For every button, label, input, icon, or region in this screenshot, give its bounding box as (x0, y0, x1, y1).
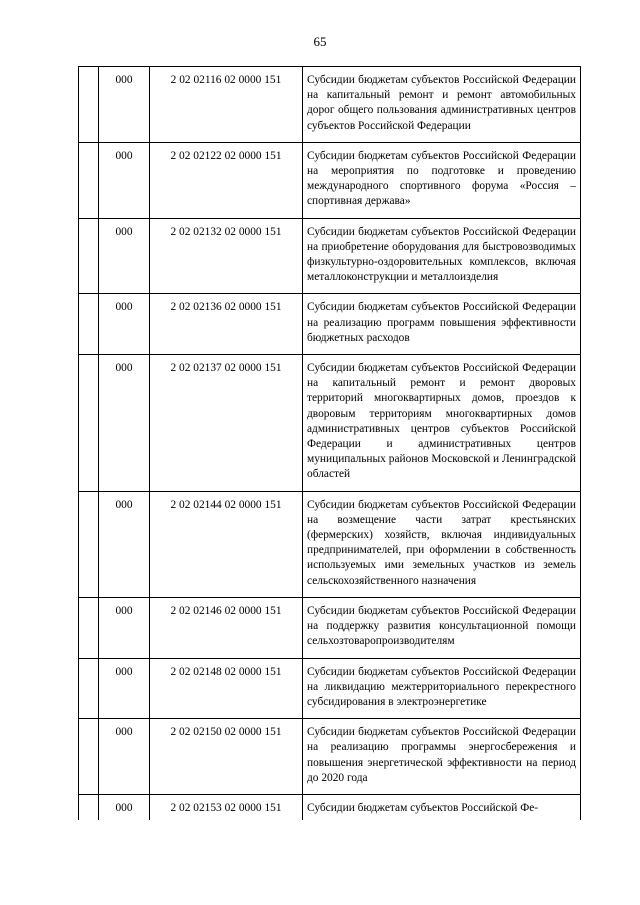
admin-code-cell: 000 (99, 794, 150, 820)
income-code-cell: 2 02 02122 02 0000 151 (150, 142, 303, 218)
admin-code-cell: 000 (99, 294, 150, 355)
blank-cell (79, 67, 99, 143)
table-row (79, 597, 581, 658)
table-row (79, 218, 581, 294)
description-cell: Субсидии бюджетам субъектов Российской Федерации на капитальный ремонт и ремонт дворовых территорий многоквартирных домов, проездов к дворовым территориям многоквартирных домов административных центров субъектов Российской Федерации и административных центров муниципальных районов Московской и Ленинградской областей (303, 355, 581, 492)
admin-code-cell: 000 (99, 355, 150, 492)
table-row (79, 142, 581, 218)
description-cell: Субсидии бюджетам субъектов Российской Федерации на мероприятия по подготовке и проведению международного спортивного форума «Россия – спортивная держава» (303, 142, 581, 218)
blank-cell (79, 719, 99, 795)
description-cell: Субсидии бюджетам субъектов Российской Федерации на капитальный ремонт и ремонт автомобильных дорог общего пользования административных центров субъектов Российской Федерации (303, 67, 581, 143)
description-cell: Субсидии бюджетам субъектов Российской Федерации на возмещение части затрат крестьянских (фермерских) хозяйств, включая индивидуальных предпринимателей, при оформлении в собственность используемых ими земельных участков из земель сельскохозяйственного назначения (303, 491, 581, 597)
income-code-cell: 2 02 02148 02 0000 151 (150, 658, 303, 719)
blank-cell (79, 294, 99, 355)
table-row (79, 355, 581, 492)
blank-cell (79, 355, 99, 492)
blank-cell (79, 491, 99, 597)
admin-code-cell: 000 (99, 597, 150, 658)
income-code-cell: 2 02 02116 02 0000 151 (150, 67, 303, 143)
blank-cell (79, 142, 99, 218)
description-cell: Субсидии бюджетам субъектов Российской Федерации на ликвидацию межтерриториального перекрестного субсидирования в электроэнергетике (303, 658, 581, 719)
budget-classification-table (78, 66, 581, 820)
table-row (79, 491, 581, 597)
description-cell: Субсидии бюджетам субъектов Российской Фе- (303, 794, 581, 820)
description-cell: Субсидии бюджетам субъектов Российской Федерации на поддержку развития консультационной помощи сельхозтоваропроизводителям (303, 597, 581, 658)
admin-code-cell: 000 (99, 218, 150, 294)
description-cell: Субсидии бюджетам субъектов Российской Федерации на реализацию программ повышения эффективности бюджетных расходов (303, 294, 581, 355)
table-row (79, 794, 581, 820)
income-code-cell: 2 02 02146 02 0000 151 (150, 597, 303, 658)
income-code-cell: 2 02 02137 02 0000 151 (150, 355, 303, 492)
table-row (79, 294, 581, 355)
blank-cell (79, 218, 99, 294)
admin-code-cell: 000 (99, 142, 150, 218)
admin-code-cell: 000 (99, 719, 150, 795)
table-row (79, 719, 581, 795)
admin-code-cell: 000 (99, 67, 150, 143)
income-code-cell: 2 02 02153 02 0000 151 (150, 794, 303, 820)
table-row (79, 658, 581, 719)
income-code-cell: 2 02 02132 02 0000 151 (150, 218, 303, 294)
blank-cell (79, 658, 99, 719)
blank-cell (79, 597, 99, 658)
admin-code-cell: 000 (99, 491, 150, 597)
blank-cell (79, 794, 99, 820)
income-code-cell: 2 02 02144 02 0000 151 (150, 491, 303, 597)
income-code-cell: 2 02 02136 02 0000 151 (150, 294, 303, 355)
admin-code-cell: 000 (99, 658, 150, 719)
table-row (79, 67, 581, 143)
description-cell: Субсидии бюджетам субъектов Российской Федерации на реализацию программы энергосбережения и повышения энергетической эффективности на период до 2020 года (303, 719, 581, 795)
income-code-cell: 2 02 02150 02 0000 151 (150, 719, 303, 795)
page-number: 65 (313, 34, 327, 49)
description-cell: Субсидии бюджетам субъектов Российской Федерации на приобретение оборудования для быстровозводимых физкультурно-оздоровительных комплексов, включая металлоконструкции и металлоизделия (303, 218, 581, 294)
